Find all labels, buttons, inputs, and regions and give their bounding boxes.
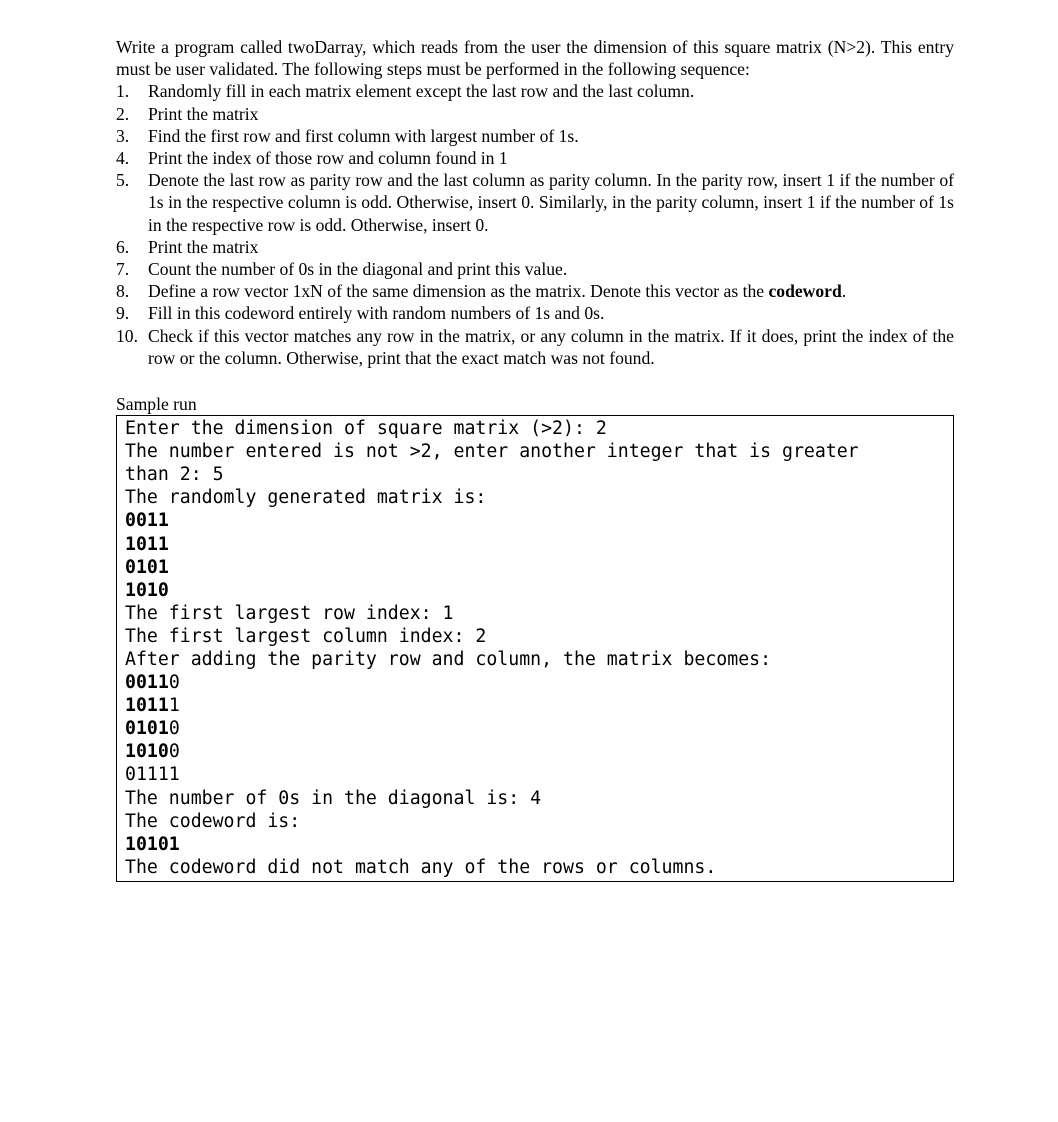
parity-matrix-row [125,671,945,694]
console-prompt-line: Enter the dimension of square matrix (>2): 2 [125,418,607,440]
step-item [116,258,954,280]
console-row-index: The first largest row index: 1 [125,602,454,624]
step-item [116,103,954,125]
matrix-row: 0101 [125,556,169,578]
step-text: Randomly fill in each matrix element except the last row and the last column. [148,81,695,102]
step-number: 7. [116,259,130,280]
codeword-keyword: codeword [768,281,842,302]
matrix-row: 1010 [125,579,169,601]
step-item [116,302,954,324]
step-number: 10. [116,325,138,346]
step-item [116,80,954,102]
parity-matrix-row [125,717,945,740]
step-text: Print the index of those row and column found in 1 [148,148,508,169]
step-text: Fill in this codeword entirely with random numbers of 1s and 0s. [148,303,605,324]
step-text-after: . [841,281,847,302]
intro-paragraph: Write a program called twoDarray, which reads from the user the dimension of this square matrix (N>2). This entry must be user validated. The following steps must be performed in the following sequence: [116,37,954,80]
sample-run-label: Sample run [116,394,197,415]
parity-bit: 0 [168,718,180,740]
steps-list [116,80,954,369]
console-matrix-header: The randomly generated matrix is: [125,487,487,509]
step-item [116,147,954,169]
step-number: 4. [116,148,130,169]
console-error-line: The number entered is not >2, enter another integer that is greater [125,441,859,463]
parity-row-bits: 1011 [125,695,169,717]
parity-row-bits: 0011 [125,672,169,694]
step-text: Print the matrix [148,236,259,257]
parity-bit: 0 [168,741,180,763]
step-number: 3. [116,125,130,146]
step-text: Denote the last row as parity row and the last column as parity column. In the parity row, insert 1 if the number of 1s in the respective column is odd. Otherwise, insert 0. Similarly, in the parity column, insert 1 if the number of 1s in the respective row is odd. Otherwise, insert 0. [148,170,954,235]
step-text-before: Define a row vector 1xN of the same dimension as the matrix. Denote this vector as the [148,281,769,302]
step-text: Check if this vector matches any row in the matrix, or any column in the matrix. If it does, print the index of the row or the column. Otherwise, print that the exact match was not found. [148,325,954,368]
console-col-index: The first largest column index: 2 [125,625,487,647]
parity-bit: 1 [168,695,180,717]
parity-row-bits: 0101 [125,718,169,740]
step-text: Print the matrix [148,103,259,124]
console-error-line: than 2: 5 [125,464,224,486]
codeword-value: 10101 [125,833,180,855]
step-text: Find the first row and first column with largest number of 1s. [148,125,579,146]
step-text: Count the number of 0s in the diagonal and print this value. [148,259,568,280]
assignment-document [116,36,954,882]
step-item [116,236,954,258]
console-result-line: The codeword did not match any of the rows or columns. [125,856,717,878]
parity-last-row: 01111 [125,764,180,786]
step-item [116,280,954,302]
parity-matrix-row [125,694,945,717]
console-codeword-header: The codeword is: [125,810,301,832]
sample-run-console [116,415,954,882]
matrix-row: 1011 [125,533,169,555]
step-item [116,169,954,236]
parity-bit: 0 [168,672,180,694]
step-number: 9. [116,303,130,324]
step-item [116,325,954,369]
step-number: 2. [116,103,130,124]
parity-matrix-row [125,740,945,763]
parity-row-bits: 1010 [125,741,169,763]
step-number: 1. [116,81,130,102]
console-parity-header: After adding the parity row and column, the matrix becomes: [125,648,772,670]
console-diagonal-count: The number of 0s in the diagonal is: 4 [125,787,542,809]
matrix-row: 0011 [125,510,169,532]
step-number: 5. [116,170,130,191]
step-number: 8. [116,281,130,302]
step-item [116,125,954,147]
step-number: 6. [116,236,130,257]
